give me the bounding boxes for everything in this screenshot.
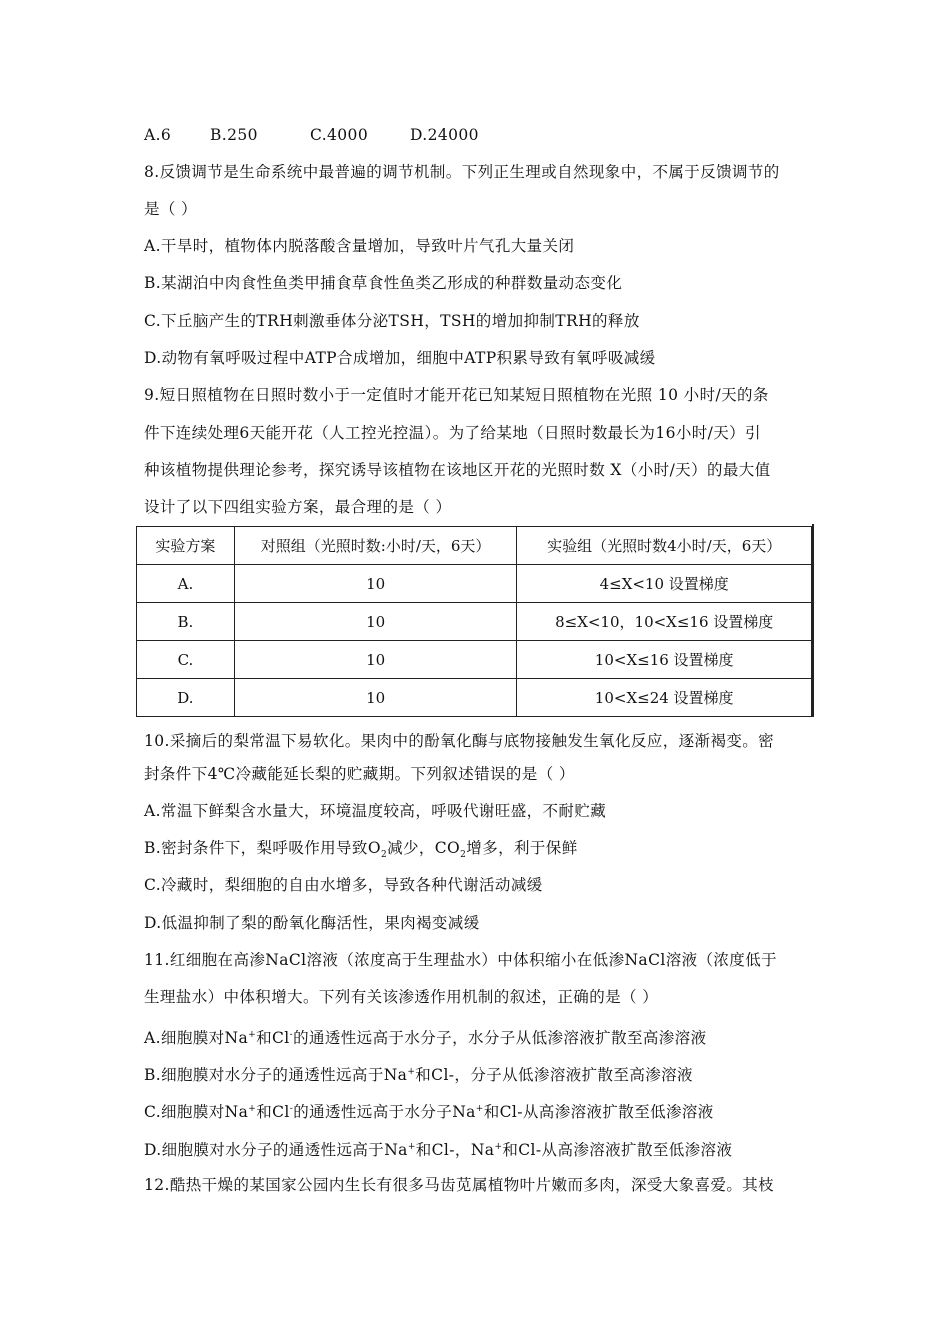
table-cell: 10<X≤24 设置梯度	[517, 679, 812, 717]
experiment-table	[136, 526, 812, 717]
q7-options	[144, 124, 814, 146]
table-cell: 8≤X<10，10<X≤16 设置梯度	[517, 603, 812, 641]
q10-stem-line1: 10.采摘后的梨常温下易软化。果肉中的酚氧化酶与底物接触发生氧化反应，逐渐褐变。密	[144, 732, 775, 750]
superscript: +	[475, 1104, 484, 1114]
text-part: 的通透性远高于水分子，水分子从低渗溶液扩散至高渗溶液	[293, 1029, 707, 1047]
subscript: 2	[460, 850, 467, 860]
q8-option-b: B.某湖泊中肉食性鱼类甲捕食草食性鱼类乙形成的种群数量动态变化	[144, 274, 623, 292]
superscript: +	[407, 1142, 416, 1152]
q10-option-a: A.常温下鲜梨含水量大，环境温度较高，呼吸代谢旺盛，不耐贮藏	[144, 802, 607, 820]
q7-option-b: B.250	[210, 126, 258, 144]
table-outer-border	[812, 524, 814, 717]
q11-option-c	[144, 1098, 814, 1123]
q9-stem-line4: 设计了以下四组实验方案，最合理的是（ ）	[144, 498, 452, 516]
text-part: D.细胞膜对水分子的通透性远高于Na	[144, 1141, 408, 1159]
table-row	[137, 679, 812, 717]
q8-option-d: D.动物有氧呼吸过程中ATP合成增加，细胞中ATP积累导致有氧呼吸减缓	[144, 349, 656, 367]
q12-stem-line1: 12.酷热干燥的某国家公园内生长有很多马齿苋属植物叶片嫩而多肉，深受大象喜爱。其枝	[144, 1176, 775, 1194]
table-header-row	[137, 527, 812, 565]
text-part: 和Cl-，分子从低渗溶液扩散至高渗溶液	[415, 1066, 693, 1084]
text-part: 和Cl-从高渗溶液扩散至低渗溶液	[502, 1141, 733, 1159]
table-row	[137, 641, 812, 679]
table-header-cell: 对照组（光照时数:小时/天，6天）	[234, 527, 517, 565]
q8-stem-line2: 是（ ）	[144, 200, 198, 218]
q11-stem-line1: 11.红细胞在高渗NaCl溶液（浓度高于生理盐水）中体积缩小在低渗NaCl溶液（浓度低于	[144, 951, 777, 969]
table-cell: 10	[234, 565, 517, 603]
table-cell: 10	[234, 679, 517, 717]
table-cell: B.	[137, 603, 235, 641]
table-row	[137, 565, 812, 603]
text-part: 的通透性远高于水分子Na	[293, 1103, 476, 1121]
table-header-cell: 实验方案	[137, 527, 235, 565]
q10-option-b	[144, 837, 814, 866]
q9-stem-line2: 件下连续处理6天能开花（人工控光控温）。为了给某地（日照时数最长为16小时/天）引	[144, 424, 761, 442]
q11-option-b	[144, 1061, 814, 1086]
table-cell: D.	[137, 679, 235, 717]
q11-option-a	[144, 1024, 814, 1049]
q10-option-c: C.冷藏时，梨细胞的自由水增多，导致各种代谢活动减缓	[144, 876, 543, 894]
table-cell: 10<X≤16 设置梯度	[517, 641, 812, 679]
text-part: B.细胞膜对水分子的通透性远高于Na	[144, 1066, 408, 1084]
q8-option-c: C.下丘脑产生的TRH刺激垂体分泌TSH，TSH的增加抑制TRH的释放	[144, 312, 640, 330]
superscript: +	[248, 1104, 257, 1114]
q10-option-d: D.低温抑制了梨的酚氧化酶活性，果肉褐变减缓	[144, 914, 480, 932]
superscript: +	[407, 1067, 416, 1077]
text-part: A.细胞膜对Na	[144, 1029, 249, 1047]
q10-option-b-part: 增多，利于保鲜	[466, 839, 578, 857]
table-cell: A.	[137, 565, 235, 603]
table-cell: 4≤X<10 设置梯度	[517, 565, 812, 603]
superscript: -	[289, 1030, 294, 1040]
q7-option-a: A.6	[144, 126, 172, 144]
text-part: 和Cl-从高渗溶液扩散至低渗溶液	[483, 1103, 714, 1121]
text-part: 和Cl	[256, 1103, 290, 1121]
table-row	[137, 603, 812, 641]
q11-option-d	[144, 1136, 814, 1161]
q10-stem-line2: 封条件下4℃冷藏能延长梨的贮藏期。下列叙述错误的是（ ）	[144, 765, 575, 783]
table-cell: 10	[234, 641, 517, 679]
superscript: +	[248, 1030, 257, 1040]
table-cell: C.	[137, 641, 235, 679]
superscript: +	[494, 1142, 503, 1152]
q11-stem-line2: 生理盐水）中体积增大。下列有关该渗透作用机制的叙述，正确的是（ ）	[144, 988, 659, 1006]
q10-option-b-part: B.密封条件下，梨呼吸作用导致O	[144, 839, 381, 857]
q7-option-d: D.24000	[410, 126, 479, 144]
q8-stem-line1: 8.反馈调节是生命系统中最普遍的调节机制。下列正生理或自然现象中，不属于反馈调节的	[144, 163, 780, 181]
text-part: 和Cl	[256, 1029, 290, 1047]
q9-stem-line1: 9.短日照植物在日照时数小于一定值时才能开花已知某短日照植物在光照 10 小时/天的条	[144, 386, 769, 404]
q8-option-a: A.干旱时，植物体内脱落酸含量增加，导致叶片气孔大量关闭	[144, 237, 575, 255]
table-cell: 10	[234, 603, 517, 641]
table-header-cell: 实验组（光照时数4小时/天，6天）	[517, 527, 812, 565]
q7-option-c: C.4000	[310, 126, 369, 144]
text-part: C.细胞膜对Na	[144, 1103, 249, 1121]
subscript: 2	[380, 850, 388, 860]
superscript: -	[289, 1104, 294, 1114]
q9-stem-line3: 种该植物提供理论参考，探究诱导该植物在该地区开花的光照时数 X（小时/天）的最大值	[144, 461, 771, 479]
text-part: 和Cl-，Na	[415, 1141, 495, 1159]
q10-option-b-part: 减少，CO	[387, 839, 461, 857]
